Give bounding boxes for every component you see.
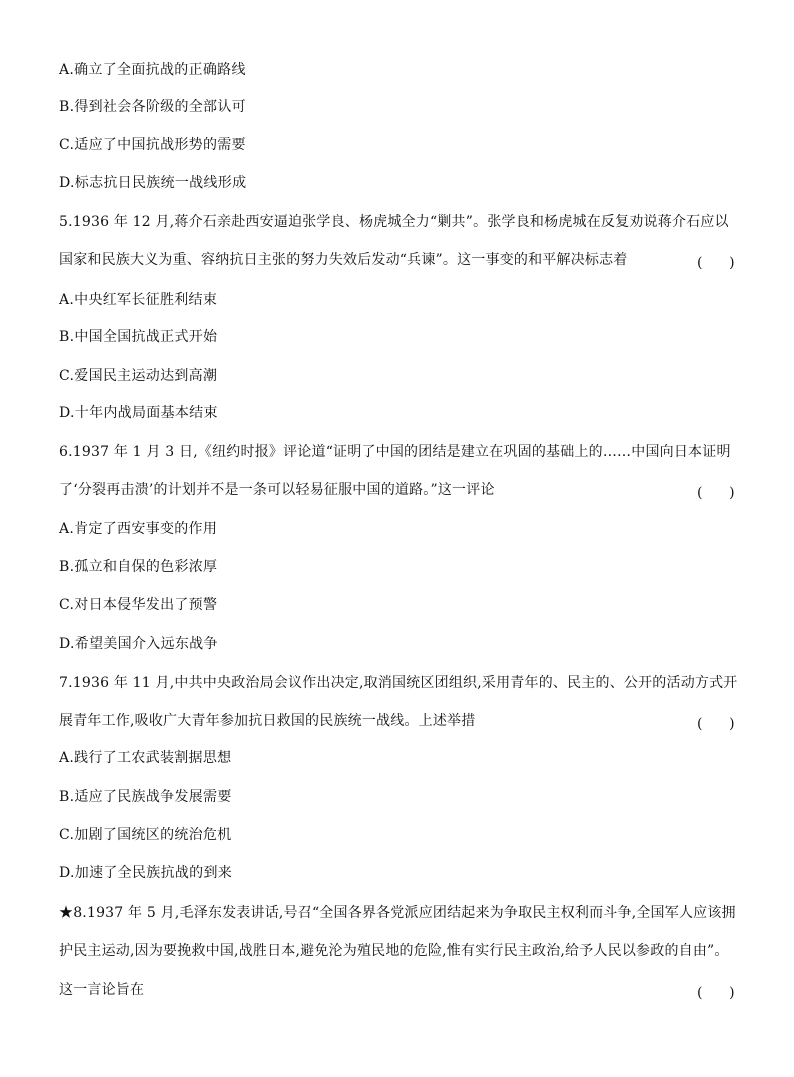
q5-option-c: C.爱国民主运动达到高潮 <box>59 368 218 384</box>
q6-stem-line2: 了‘分裂再击溃’的计划并不是一条可以轻易征服中国的道路。”这一评论 <box>59 482 495 498</box>
q7-answer-blank: ( ) <box>697 716 735 732</box>
q6-option-a: A.肯定了西安事变的作用 <box>59 521 218 537</box>
q4-option-d: D.标志抗日民族统一战线形成 <box>59 175 247 191</box>
q6-answer-blank: ( ) <box>697 485 735 501</box>
q5-option-a: A.中央红军长征胜利结束 <box>59 292 218 308</box>
q6-stem-line1: 6.1937 年 1 月 3 日,《纽约时报》评论道“证明了中国的团结是建立在巩固的基础上的……中国向日本证明 <box>59 444 731 460</box>
q5-answer-blank: ( ) <box>697 255 735 271</box>
q4-option-b: B.得到社会各阶级的全部认可 <box>59 99 246 115</box>
q4-option-c: C.适应了中国抗战形势的需要 <box>59 137 246 153</box>
q8-stem-line1: ★8.1937 年 5 月,毛泽东发表讲话,号召“全国各界各党派应团结起来为争取民主权利而斗争,全国军人应该拥 <box>59 905 736 921</box>
q5-stem-line1: 5.1936 年 12 月,蒋介石亲赴西安逼迫张学良、杨虎城全力“剿共”。张学良和杨虎城在反复劝说蒋介石应以 <box>59 214 729 230</box>
q8-stem-line2: 护民主运动,因为要挽救中国,战胜日本,避免沦为殖民地的危险,惟有实行民主政治,给予人民以参政的自由”。 <box>59 943 729 959</box>
q6-option-d: D.希望美国介入远东战争 <box>59 636 218 652</box>
q5-option-d: D.十年内战局面基本结束 <box>59 405 218 421</box>
q7-option-b: B.适应了民族战争发展需要 <box>59 789 232 805</box>
q5-stem-line2: 国家和民族大义为重、容纳抗日主张的努力失效后发动“兵谏”。这一事变的和平解决标志着 <box>59 252 628 268</box>
q7-option-c: C.加剧了国统区的统治危机 <box>59 827 232 843</box>
q7-stem-line2: 展青年工作,吸收广大青年参加抗日救国的民族统一战线。上述举措 <box>59 713 476 729</box>
q4-option-a: A.确立了全面抗战的正确路线 <box>59 62 246 78</box>
q7-stem-line1: 7.1936 年 11 月,中共中央政治局会议作出决定,取消国统区团组织,采用青年的、民主的、公开的活动方式开 <box>59 675 738 691</box>
q7-option-a: A.践行了工农武装割据思想 <box>59 750 232 766</box>
q8-answer-blank: ( ) <box>697 985 735 1001</box>
q5-option-b: B.中国全国抗战正式开始 <box>59 329 218 345</box>
q7-option-d: D.加速了全民族抗战的到来 <box>59 865 233 881</box>
q6-option-c: C.对日本侵华发出了预警 <box>59 597 218 613</box>
q8-stem-line3: 这一言论旨在 <box>59 982 145 998</box>
q6-option-b: B.孤立和自保的色彩浓厚 <box>59 559 218 575</box>
